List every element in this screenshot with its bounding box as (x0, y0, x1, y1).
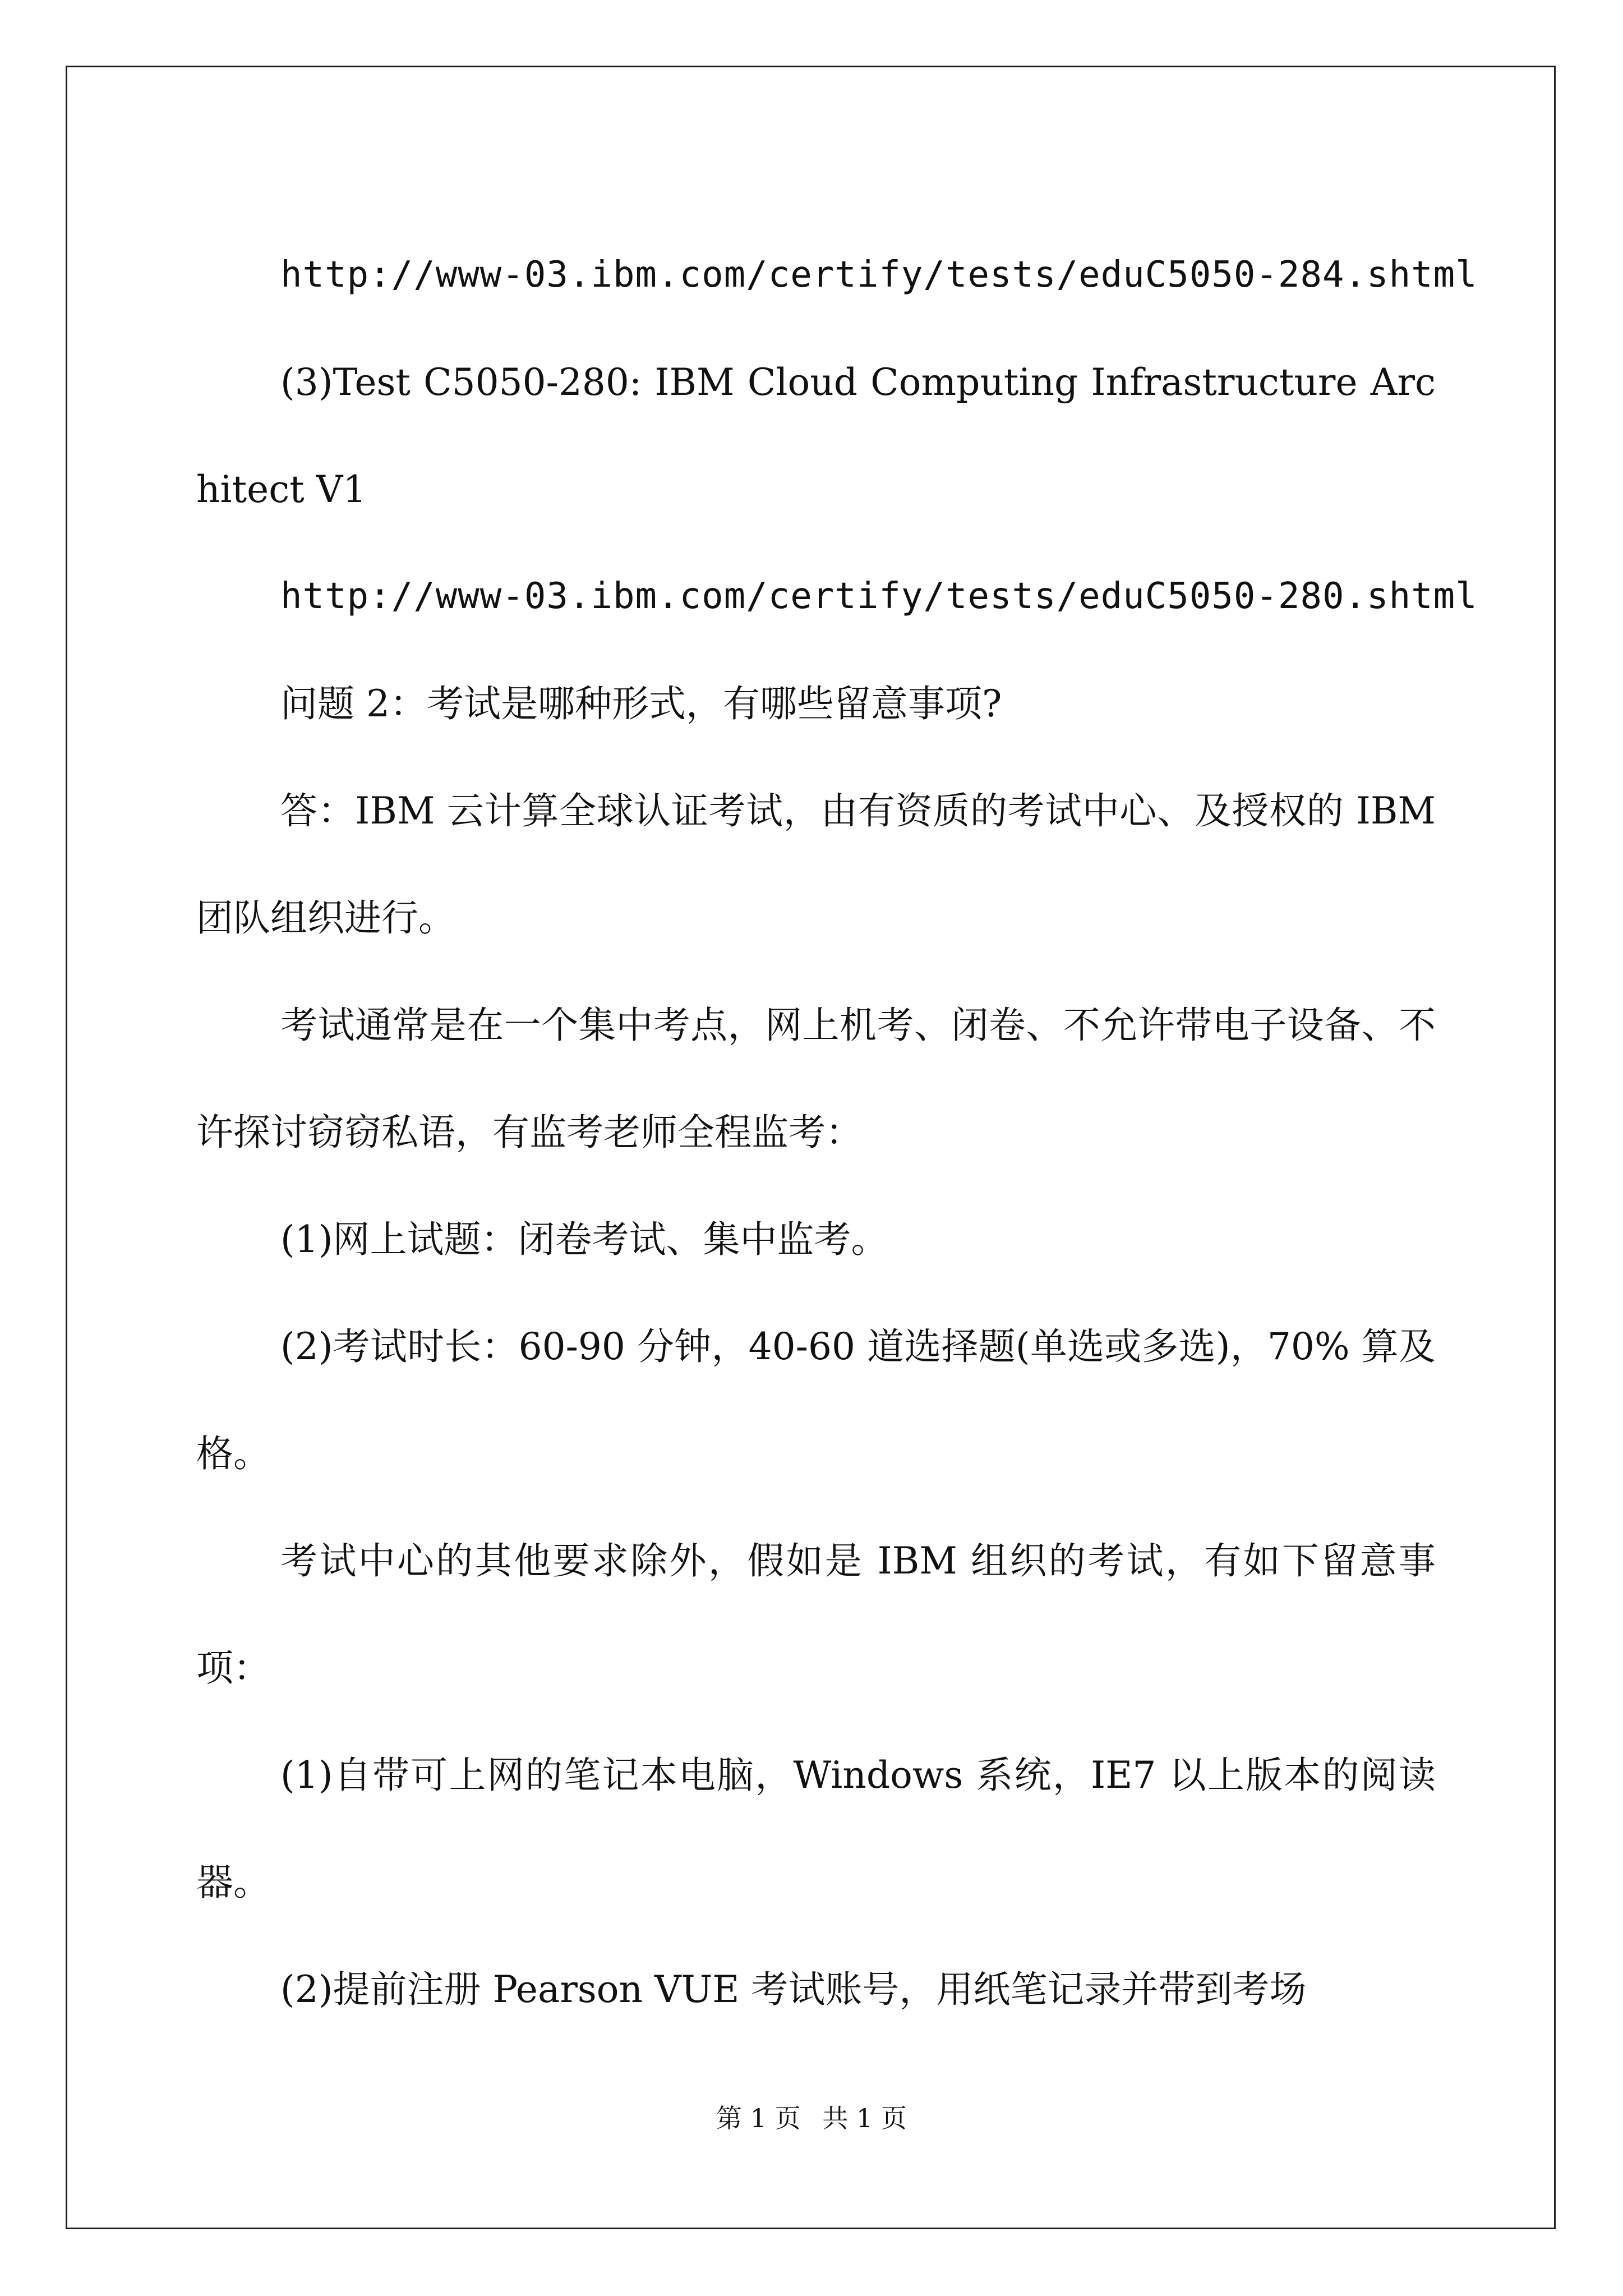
ibm-notes: 考试中心的其他要求除外，假如是 IBM 组织的考试，有如下留意事项： (196, 1539, 1436, 1690)
format-item-1: (1)网上试题：闭卷考试、集中监考。 (280, 1218, 888, 1261)
url-280: http://www-03.ibm.com/certify/tests/eduC5050-280.shtml (280, 576, 1478, 617)
page-number-current: 第 1 页 (716, 2103, 801, 2133)
test-280-title: (3)Test C5050-280: IBM Cloud Computing Infrastructure Architect V1 (196, 361, 1436, 511)
format-item-2: (2)考试时长：60-90 分钟，40-60 道选择题(单选或多选)，70% 算及格。 (196, 1325, 1436, 1475)
page-number-total: 共 1 页 (822, 2103, 907, 2133)
document-body (196, 222, 1478, 2043)
url-284: http://www-03.ibm.com/certify/tests/eduC5050-284.shtml (280, 254, 1478, 296)
note-item-2: (2)提前注册 Pearson VUE 考试账号，用纸笔记录并带到考场 (280, 1968, 1307, 2011)
question-2: 问题 2：考试是哪种形式，有哪些留意事项? (280, 682, 1002, 725)
page-footer (0, 2098, 1623, 2135)
note-item-1: (1)自带可上网的笔记本电脑，Windows 系统，IE7 以上版本的阅读器。 (196, 1754, 1436, 1904)
answer-intro: 答：IBM 云计算全球认证考试，由有资质的考试中心、及授权的 IBM 团队组织进行。 (196, 789, 1436, 940)
exam-format: 考试通常是在一个集中考点，网上机考、闭卷、不允许带电子设备、不许探讨窃窃私语，有监考老师全程监考： (196, 1004, 1436, 1154)
